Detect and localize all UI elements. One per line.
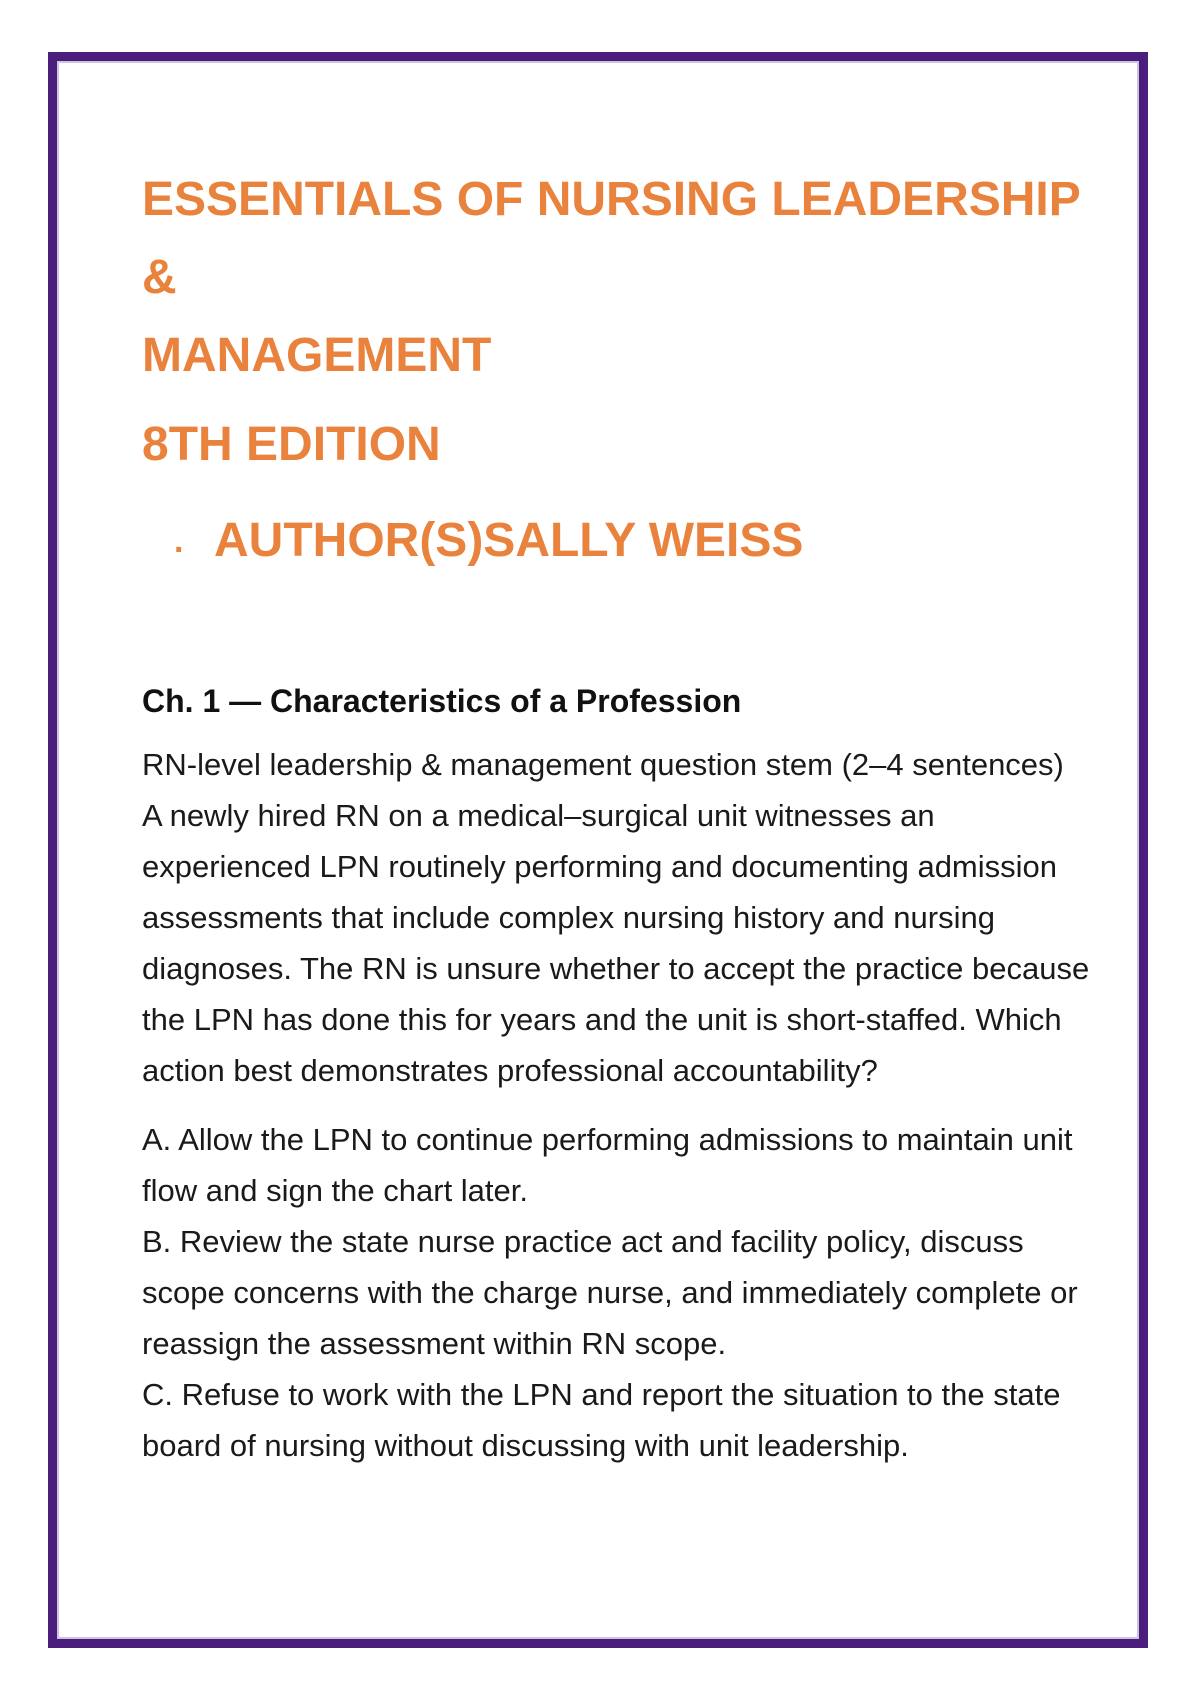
option-b: B. Review the state nurse practice act and facility policy, discuss scope concerns with the charge nurse, and immediately complete or reassign the assessment within RN scope. [142, 1224, 1078, 1361]
option-c: C. Refuse to work with the LPN and report the situation to the state board of nursing without discussing with unit leadership. [142, 1377, 1061, 1463]
page-border [48, 52, 1148, 1648]
answer-options [142, 1114, 1092, 1471]
stem-label: RN-level leadership & management question stem (2–4 sentences) [142, 747, 1064, 782]
page-content [142, 161, 1092, 1471]
edition-label: 8TH EDITION [142, 418, 441, 471]
title-line-2: MANAGEMENT [142, 329, 492, 382]
chapter-heading: Ch. 1 — Characteristics of a Profession [142, 683, 742, 719]
author-row [174, 511, 1092, 571]
author-name: AUTHOR(S)SALLY WEISS [214, 514, 804, 567]
question-stem-block [142, 739, 1092, 1096]
bullet-icon: . [174, 522, 184, 560]
title-line-1: ESSENTIALS OF NURSING LEADERSHIP & [142, 173, 1080, 304]
option-a: A. Allow the LPN to continue performing admissions to maintain unit flow and sign the chart later. [142, 1122, 1073, 1208]
question-stem: A newly hired RN on a medical–surgical unit witnesses an experienced LPN routinely performing and documenting admission assessments that include complex nursing history and nursing diagnoses. The RN is unsure whether to accept the practice because the LPN has done this for years and the unit is short-staffed. Which action best demonstrates professional accountability? [142, 798, 1090, 1088]
